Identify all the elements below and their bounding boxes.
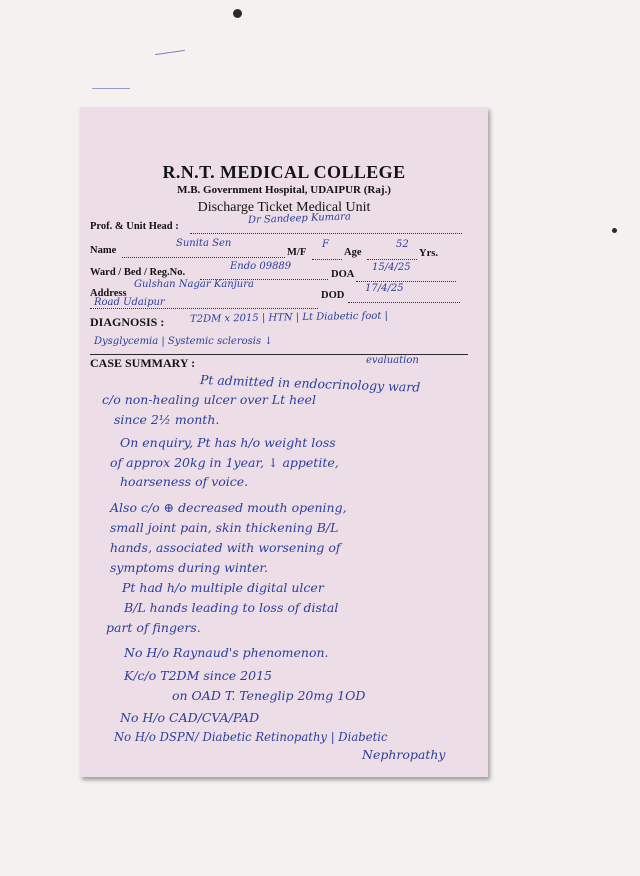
doa-label: DOA (331, 269, 355, 280)
case-summary-line: K/c/o T2DM since 2015 (124, 668, 272, 683)
name-dots (122, 257, 285, 258)
diagnosis-line1: T2DM x 2015 | HTN | Lt Diabetic foot | (189, 310, 389, 325)
dod-label: DOD (321, 290, 345, 301)
doa-dots (356, 281, 456, 282)
dod-value: 17/4/25 (365, 283, 404, 294)
reg-no-value: Endo 09889 (230, 261, 292, 272)
college-title: R.N.T. MEDICAL COLLEGE (162, 162, 406, 182)
discharge-ticket (80, 107, 488, 777)
case-summary-line: hands, associated with worsening of (110, 540, 341, 555)
case-summary-line: symptoms during winter. (110, 560, 268, 575)
years-label: Yrs. (419, 248, 438, 259)
case-summary-line: On enquiry, Pt has h/o weight loss (120, 435, 336, 450)
prof-unit-head-label: Prof. & Unit Head : (90, 221, 179, 232)
case-summary-line: small joint pain, skin thickening B/L (110, 520, 339, 535)
dod-dots (348, 302, 460, 303)
case-summary-line: part of fingers. (106, 620, 201, 635)
scan-dot (233, 9, 242, 18)
form-title: Discharge Ticket Medical Unit (197, 200, 371, 215)
case-summary-line: Pt admitted in endocrinology ward (199, 372, 421, 395)
address-label: Address (90, 288, 127, 299)
sex-dots (312, 259, 342, 260)
sex-value: F (322, 239, 329, 250)
case-summary-line: on OAD T. Teneglip 20mg 1OD (172, 688, 366, 703)
case-summary-line: hoarseness of voice. (120, 474, 249, 489)
age-dots (367, 259, 417, 260)
address-line1: Gulshan Nagar Kanjura (134, 279, 254, 290)
pen-mark (155, 50, 185, 55)
case-summary-label: CASE SUMMARY : (90, 356, 196, 370)
address-dots (90, 308, 318, 309)
pen-mark (92, 88, 130, 89)
case-summary-line: of approx 20kg in 1year, ↓ appetite, (110, 455, 339, 470)
prof-unit-head-dots (190, 233, 462, 234)
age-value: 52 (396, 239, 409, 250)
case-summary-line: since 2½ month. (114, 412, 220, 427)
case-summary-line: B/L hands leading to loss of distal (124, 600, 339, 615)
scan-dot (612, 228, 617, 233)
age-label: Age (344, 247, 362, 258)
diagnosis-line2: Dysglycemia | Systemic sclerosis ↓ (94, 336, 273, 347)
ward-bed-reg-label: Ward / Bed / Reg.No. (90, 267, 186, 278)
doa-value: 15/4/25 (372, 262, 411, 273)
prof-unit-head-value: Dr Sandeep Kumara (247, 211, 352, 226)
case-summary-line: c/o non-healing ulcer over Lt heel (102, 392, 316, 407)
case-summary-line: Pt had h/o multiple digital ulcer (122, 580, 324, 595)
name-value: Sunita Sen (176, 238, 232, 249)
case-summary-line: Nephropathy (362, 747, 446, 762)
sex-label: M/F (287, 247, 307, 258)
case-summary-line: Also c/o ⊕ decreased mouth opening, (110, 500, 347, 515)
hospital-name: M.B. Government Hospital, UDAIPUR (Raj.) (177, 184, 391, 196)
diagnosis-line3: evaluation (366, 355, 419, 366)
case-summary-line: No H/o DSPN/ Diabetic Retinopathy | Diabetic (114, 729, 388, 744)
name-label: Name (90, 245, 117, 256)
case-summary-line: No H/o CAD/CVA/PAD (120, 710, 260, 725)
diagnosis-label: DIAGNOSIS : (90, 315, 165, 329)
case-summary-line: No H/o Raynaud's phenomenon. (124, 645, 329, 660)
address-line2: Road Udaipur (94, 297, 165, 308)
